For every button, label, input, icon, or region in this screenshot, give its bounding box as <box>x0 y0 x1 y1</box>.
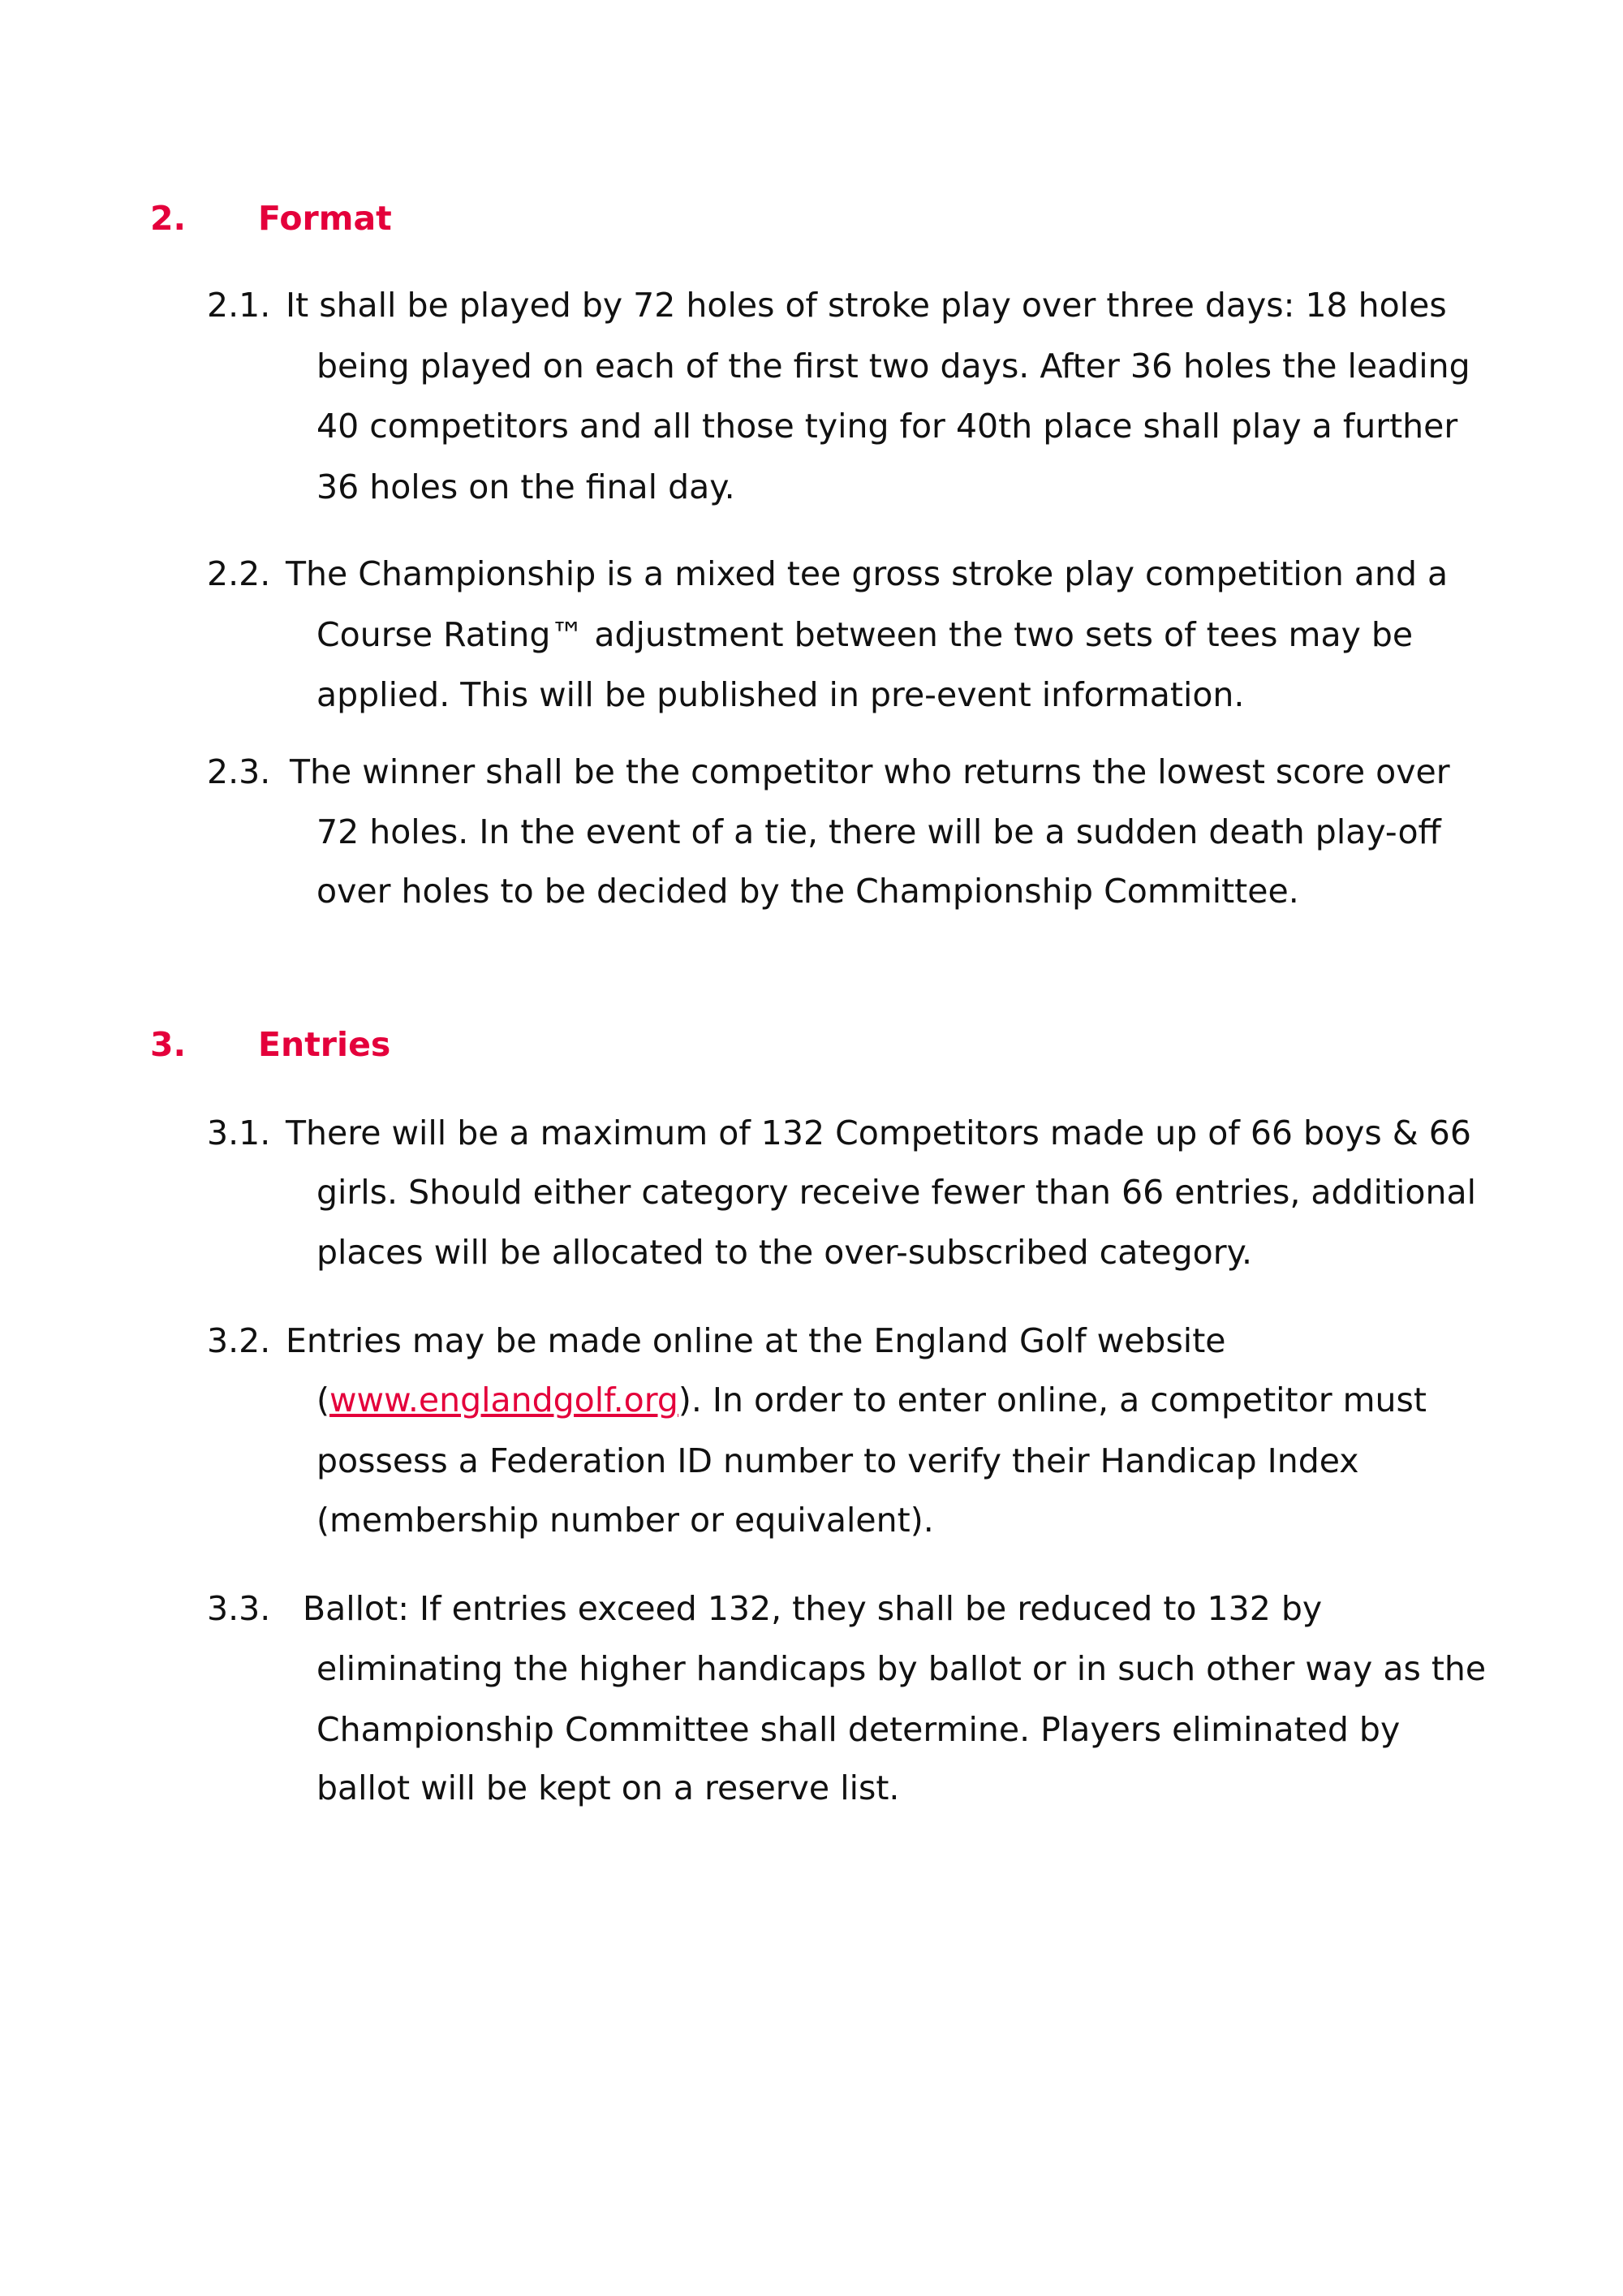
clause-line: Championship Committee shall determine. Players eliminated by <box>316 1710 1401 1749</box>
clause-line: over holes to be decided by the Championship Committee. <box>316 872 1299 911</box>
clause-line: ballot will be kept on a reserve list. <box>316 1768 900 1807</box>
clause-line: The winner shall be the competitor who returns the lowest score over <box>290 752 1450 791</box>
englandgolf-link[interactable]: www.englandgolf.org <box>329 1381 678 1419</box>
clause-number: 3.1. <box>207 1114 271 1152</box>
clause-line: It shall be played by 72 holes of stroke play over three days: 18 holes <box>286 286 1447 325</box>
clause-line: girls. Should either category receive fewer than 66 entries, additional <box>316 1173 1477 1212</box>
clause-line-with-link <box>316 1370 1427 1430</box>
clause-line: 40 competitors and all those tying for 40th place shall play a further <box>316 407 1458 446</box>
clause-line: 36 holes on the final day. <box>316 467 735 506</box>
clause-number: 3.2. <box>207 1321 271 1360</box>
clause-line: applied. This will be published in pre-event information. <box>316 675 1245 714</box>
clause-line: There will be a maximum of 132 Competitors made up of 66 boys & 66 <box>286 1114 1471 1152</box>
link-line-rest: ). In order to enter online, a competitor must <box>678 1381 1427 1419</box>
clause-line: Ballot: If entries exceed 132, they shall be reduced to 132 by <box>303 1589 1323 1628</box>
paren-open: ( <box>316 1381 329 1419</box>
clause-line: possess a Federation ID number to verify their Handicap Index <box>316 1441 1359 1480</box>
clause-line: being played on each of the first two days. After 36 holes the leading <box>316 347 1470 386</box>
clause-number: 2.2. <box>207 554 271 593</box>
clause-line: places will be allocated to the over-subscribed category. <box>316 1233 1253 1272</box>
clause-line: Course Rating™ adjustment between the two sets of tees may be <box>316 615 1414 654</box>
section-title: Format <box>258 199 392 238</box>
clause-line: eliminating the higher handicaps by ballot or in such other way as the <box>316 1649 1487 1688</box>
clause-number: 2.1. <box>207 286 271 325</box>
clause-line: 72 holes. In the event of a tie, there will be a sudden death play-off <box>316 812 1441 851</box>
clause-line: (membership number or equivalent). <box>316 1501 934 1540</box>
clause-number: 2.3. <box>207 752 271 791</box>
section-title: Entries <box>258 1025 391 1064</box>
section-number: 2. <box>150 199 187 238</box>
clause-line: Entries may be made online at the England Golf website <box>286 1321 1226 1360</box>
clause-line: The Championship is a mixed tee gross stroke play competition and a <box>286 554 1449 593</box>
clause-number: 3.3. <box>207 1589 271 1628</box>
section-number: 3. <box>150 1025 187 1064</box>
